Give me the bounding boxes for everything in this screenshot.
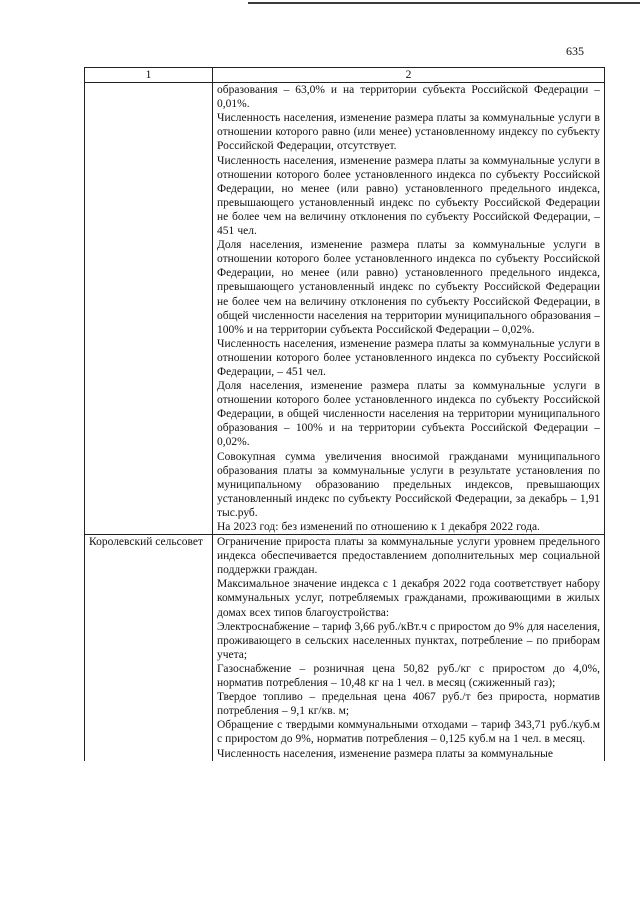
- description-cell: [213, 83, 605, 535]
- municipality-name-cell: [85, 83, 213, 535]
- paragraph: Доля населения, изменение размера платы за коммунальные услуги в отношении которого более установленного индекса по субъекту Российской Федерации, в общей численности населения на территории муниципального образования – 100% и на территории субъекта Российской Федерации – 0,02%.: [217, 380, 600, 449]
- paragraph: Численность населения, изменение размера платы за коммунальные услуги в отношении которого более установленного индекса по субъекту Российской Федерации, – 451 чел.: [217, 337, 600, 378]
- paragraph: образования – 63,0% и на территории субъекта Российской Федерации – 0,01%.: [217, 84, 600, 111]
- paragraph: Численность населения, изменение размера платы за коммунальные: [217, 747, 553, 760]
- table-row: [85, 535, 605, 761]
- paragraph: Обращение с твердыми коммунальными отходами – тариф 343,71 руб./куб.м с приростом до 9%, норматив потребления – 0,125 куб.м на 1 чел. в месяц.: [217, 719, 600, 746]
- table-row: [85, 83, 605, 535]
- paragraph: На 2023 год: без изменений по отношению к 1 декабря 2022 года.: [217, 521, 540, 533]
- page-number: 635: [566, 44, 584, 58]
- paragraph: Газоснабжение – розничная цена 50,82 руб./кг с приростом до 4,0%, норматив потребления – 10,48 кг на 1 чел. в месяц (сжиженный газ);: [217, 662, 600, 690]
- scan-edge-line: [248, 2, 640, 4]
- paragraph: Совокупная сумма увеличения вносимой гражданами муниципального образования платы за коммунальные услуги в результате установления по муниципальному образованию предельных индексов, превышающих установленный индекс по субъекту Российской Федерации, за декабрь – 1,91 тыс.руб.: [217, 450, 600, 519]
- document-table: [84, 67, 605, 761]
- paragraph: Максимальное значение индекса с 1 декабря 2022 года соответствует набору коммунальных услуг, потребляемых гражданами, проживающими в жилых домах всех типов благоустройства:: [217, 578, 600, 619]
- paragraph: Твердое топливо – предельная цена 4067 руб./т без прироста, норматив потребления – 9,1 кг/кв. м;: [217, 691, 600, 718]
- paragraph: Численность населения, изменение размера платы за коммунальные услуги в отношении которого равно (или менее) установленному индексу по субъекту Российской Федерации, отсутствует.: [217, 112, 600, 153]
- description-cell: [213, 535, 605, 761]
- paragraph: Ограничение прироста платы за коммунальные услуги уровнем предельного индекса обеспечивается предоставлением дополнительных мер социальной поддержки граждан.: [217, 536, 600, 577]
- paragraph: Доля населения, изменение размера платы за коммунальные услуги в отношении которого более установленного индекса по субъекту Российской Федерации, но менее (или равно) установленного предельного индекса, превышающего установленный индекс по субъекту Российской Федерации не более чем на величину отклонения по субъекту Российской Федерации, в общей численности населения на территории муниципального образования – 100% и на территории субъекта Российской Федерации – 0,02%.: [217, 239, 600, 336]
- paragraph: Электроснабжение – тариф 3,66 руб./кВт.ч с приростом до 9% для населения, проживающего в сельских населенных пунктах, потребление – по приборам учета;: [217, 620, 600, 661]
- municipality-name-cell: Королевский сельсовет: [85, 535, 213, 761]
- table-header-row: [85, 68, 605, 83]
- paragraph: Численность населения, изменение размера платы за коммунальные услуги в отношении которого более установленного индекса по субъекту Российской Федерации, но менее (или равно) установленного предельного индекса, превышающего установленный индекс по субъекту Российской Федерации не более чем на величину отклонения по субъекту Российской Федерации, – 451 чел.: [217, 154, 600, 238]
- column-header-1: 1: [85, 68, 213, 83]
- column-header-2: 2: [213, 68, 605, 83]
